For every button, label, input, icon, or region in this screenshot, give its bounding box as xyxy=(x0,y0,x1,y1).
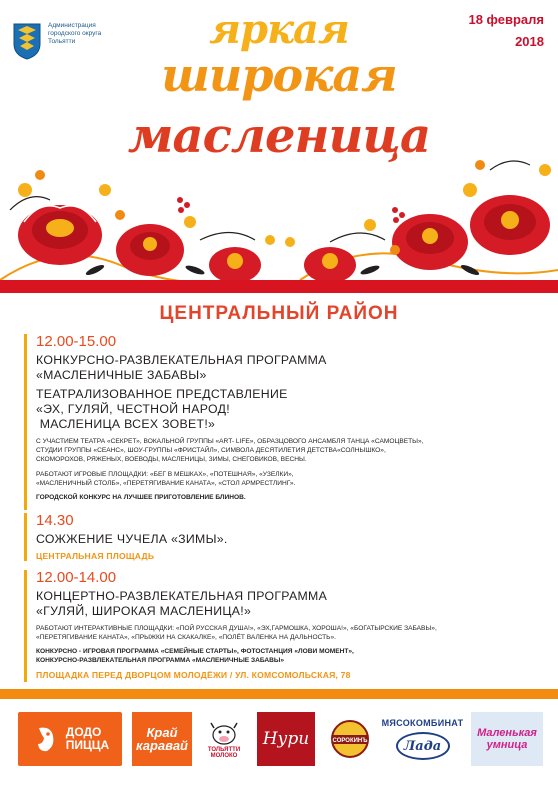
lada-text: Лада xyxy=(396,732,450,760)
tlt-text-line-2: МОЛОКО xyxy=(210,753,238,759)
block-2-time: 14.30 xyxy=(36,512,74,529)
block-1-accent-bar xyxy=(24,334,27,510)
red-flower-icon xyxy=(116,224,184,276)
dodo-text-line-2: ПИЦЦА xyxy=(65,738,110,752)
block-3-areas-1: РАБОТАЮТ ИНТЕРАКТИВНЫЕ ПЛОЩАДКИ: «ПОЙ РУССКАЯ ДУША!», «ЭХ,ГАРМОШКА, ХОРОША!», «БОГАТЫРСКИЕ ЗАБАВЫ», xyxy=(36,625,437,632)
block-1-time: 12.00-15.00 xyxy=(36,333,117,350)
block-1-line-4: «ЭХ, ГУЛЯЙ, ЧЕСТНОЙ НАРОД! xyxy=(36,402,230,416)
block-3-time: 12.00-14.00 xyxy=(36,569,117,586)
sponsor-logos xyxy=(0,712,558,774)
block-1-participants-2: СТУДИИ ГРУППЫ «СЕАНС», ШОУ-ГРУППЫ «ФРИСТАЙЛ», СИМВОЛА ДЕСЯТИЛЕТИЯ ДЕТСТВА«СОЛНЫШКО», xyxy=(36,447,386,454)
block-1-participants-1: С УЧАСТИЕМ ТЕАТРА «СЕКРЕТ», ВОКАЛЬНОЙ ГРУППЫ «ART- LIFE», ОБРАЗЦОВОГО АНСАМБЛЯ ТАНЦА «САМОЦВЕТЫ», xyxy=(36,438,424,445)
dodo-pizza-logo xyxy=(18,712,122,766)
nuri-logo: Нури xyxy=(257,712,315,766)
red-flower-icon xyxy=(209,247,261,283)
block-1-line-2: «МАСЛЕНИЧНЫЕ ЗАБАВЫ» xyxy=(36,368,207,382)
title-line-1: яркая xyxy=(209,6,349,53)
krai-karavai-logo xyxy=(132,712,192,766)
red-flower-icon xyxy=(470,195,550,255)
title-line-2: широкая xyxy=(161,48,397,102)
sorokin-text: СОРОКИНЪ xyxy=(332,738,368,744)
block-1-line-3: ТЕАТРАЛИЗОВАННОЕ ПРЕДСТАВЛЕНИЕ xyxy=(36,387,288,401)
block-3-line-1: КОНЦЕРТНО-РАЗВЛЕКАТЕЛЬНАЯ ПРОГРАММА xyxy=(36,589,328,603)
krai-text-line-1: Край xyxy=(146,725,178,740)
myasokombinat-lada-logo xyxy=(381,712,464,766)
district-heading: ЦЕНТРАЛЬНЫЙ РАЙОН xyxy=(159,303,399,324)
block-3-extra-2: КОНКУРСНО-РАЗВЛЕКАТЕЛЬНАЯ ПРОГРАММА «МАСЛЕНИЧНЫЕ ЗАБАВЫ» xyxy=(36,657,285,664)
block-1-areas-2: «МАСЛЕНИЧНЫЙ СТОЛБ», «ПЕРЕТЯГИВАНИЕ КАНАТА», «СТОЛ АРМРЕСТЛИНГ». xyxy=(36,480,296,487)
block-3-accent-bar xyxy=(24,570,27,682)
togliatti-moloko-logo xyxy=(202,712,246,766)
event-date-day: 18 февраля xyxy=(468,12,544,27)
block-1-line-5: МАСЛЕНИЦА ВСЕХ ЗОВЕТ!» xyxy=(36,417,216,431)
program-block-2 xyxy=(36,512,546,561)
title-line-3: масленица xyxy=(127,108,431,164)
cow-icon xyxy=(209,719,239,747)
block-2-line-1: СОЖЖЕНИЕ ЧУЧЕЛА «ЗИМЫ». xyxy=(36,532,228,546)
program-block-1 xyxy=(36,333,546,502)
dodo-bird-icon xyxy=(31,724,61,754)
block-2-accent-bar xyxy=(24,513,27,561)
myasokombinat-text: МЯСОКОМБИНАТ xyxy=(381,718,464,728)
block-3-areas-2: «ПЕРЕТЯГИВАНИЕ КАНАТА», «ПРЫЖКИ НА СКАКАЛКЕ», «ПОЛЁТ ВАЛЕНКА НА ДАЛЬНОСТЬ». xyxy=(36,634,336,641)
sorokin-logo xyxy=(330,712,370,766)
tlt-text-line-1: ТОЛЬЯТТИ xyxy=(207,747,241,753)
red-divider-band xyxy=(0,280,558,293)
orange-divider-band xyxy=(0,689,558,699)
dodo-text-line-1: ДОДО xyxy=(65,725,102,739)
block-3-place: ПЛОЩАДКА ПЕРЕД ДВОРЦОМ МОЛОДЁЖИ / УЛ. КОМСОМОЛЬСКАЯ, 78 xyxy=(36,670,351,680)
malenkaya-umnitsa-logo xyxy=(471,712,543,766)
block-1-areas-1: РАБОТАЮТ ИГРОВЫЕ ПЛОЩАДКИ: «БЕГ В МЕШКАХ», «ПОТЕШНАЯ», «УЗЕЛКИ», xyxy=(36,471,294,478)
block-1-line-1: КОНКУРСНО-РАЗВЛЕКАТЕЛЬНАЯ ПРОГРАММА xyxy=(36,353,327,367)
block-3-line-2: «ГУЛЯЙ, ШИРОКАЯ МАСЛЕНИЦА!» xyxy=(36,604,252,618)
sorokin-badge-icon xyxy=(330,719,370,759)
red-flower-icon xyxy=(392,214,468,270)
red-flower-icon xyxy=(18,205,102,265)
block-1-participants-3: СКОМОРОХОВ, РЯЖЕНЫХ, ВОЕВОДЫ, МАСЛЕНИЦЫ, ЗИМЫ, СНЕГОВИКОВ, ВЕСНЫ. xyxy=(36,456,307,463)
red-flower-icon xyxy=(304,247,356,283)
krai-text-line-2: каравай xyxy=(136,738,188,753)
block-1-contest: ГОРОДСКОЙ КОНКУРС НА ЛУЧШЕЕ ПРИГОТОВЛЕНИЕ БЛИНОВ. xyxy=(36,494,246,501)
umnitsa-text-line-1: Маленькая xyxy=(477,727,537,739)
block-2-place: ЦЕНТРАЛЬНАЯ ПЛОЩАДЬ xyxy=(36,551,155,561)
block-3-extra-1: КОНКУРСНО - ИГРОВАЯ ПРОГРАММА «СЕМЕЙНЫЕ СТАРТЫ», ФОТОСТАНЦИЯ «ЛОВИ МОМЕНТ», xyxy=(36,648,354,655)
event-date-year: 2018 xyxy=(515,34,544,49)
umnitsa-text-line-2: умница xyxy=(486,739,528,751)
administration-text: Администрация городского округа Тольятти xyxy=(48,22,102,45)
khokhloma-ornament xyxy=(0,130,558,292)
program-block-3 xyxy=(36,569,546,680)
